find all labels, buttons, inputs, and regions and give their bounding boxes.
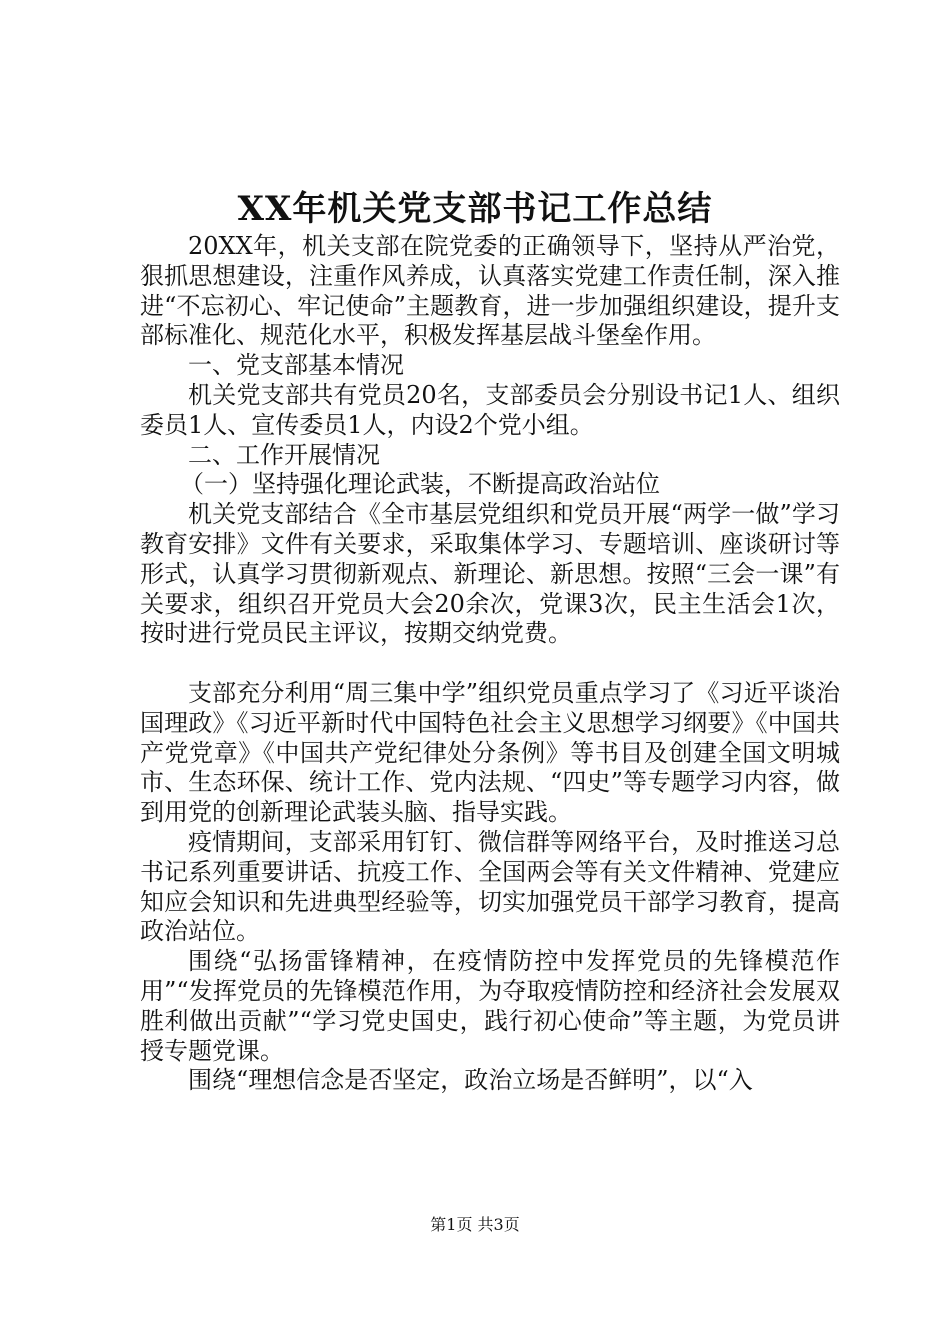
blank-line xyxy=(140,649,840,679)
epidemic-paragraph: 疫情期间，支部采用钉钉、微信群等网络平台，及时推送习总书记系列重要讲话、抗疫工作、全国两会等有关文件精神、党建应知应会知识和先进典型经验等，切实加强党员干部学习教育，提高政治站位。 xyxy=(140,827,840,946)
section-heading-work: 二、工作开展情况 xyxy=(188,440,380,469)
ideals-paragraph: 围绕“理想信念是否坚定，政治立场是否鲜明”，以“入 xyxy=(188,1066,753,1095)
intro-paragraph: 20XX年，机关支部在院党委的正确领导下，坚持从严治党，狠抓思想建设，注重作风养成，认真落实党建工作责任制，深入推进“不忘初心、牢记使命”主题教育，进一步加强组织建设，提升支部标准化、规范化水平，积极发挥基层战斗堡垒作用。 xyxy=(140,232,840,350)
subsection-heading-theory: （一）坚持强化理论武装，不断提高政治站位 xyxy=(180,470,660,499)
basic-info-paragraph: 机关党支部共有党员20名，支部委员会分别设书记1人、组织委员1人、宣传委员1人，内设2个党小组。 xyxy=(140,380,840,439)
page-footer: 第1页 共3页 xyxy=(430,1215,520,1234)
party-lecture-paragraph: 围绕“弘扬雷锋精神，在疫情防控中发挥党员的先锋模范作用”“发挥党员的先锋模范作用，为夺取疫情防控和经济社会发展双胜利做出贡献”“学习党史国史，践行初心使命”等主题，为党员讲授专题党课。 xyxy=(140,947,840,1065)
theory-paragraph: 机关党支部结合《全市基层党组织和党员开展“两学一做”学习教育安排》文件有关要求，采取集体学习、专题培训、座谈研讨等形式，认真学习贯彻新观点、新理论、新思想。按照“三会一课”有关要求，组织召开党员大会20余次，党课3次，民主生活会1次，按时进行党员民主评议，按期交纳党费。 xyxy=(140,500,840,648)
document-title: XX年机关党支部书记工作总结 xyxy=(237,189,713,229)
document-body xyxy=(140,232,840,1096)
section-heading-basic-info: 一、党支部基本情况 xyxy=(188,351,404,380)
study-paragraph: 支部充分利用“周三集中学”组织党员重点学习了《习近平谈治国理政》《习近平新时代中国特色社会主义思想学习纲要》《中国共产党党章》《中国共产党纪律处分条例》等书目及创建全国文明城市、生态环保、统计工作、党内法规、“四史”等专题学习内容，做到用党的创新理论武装头脑、指导实践。 xyxy=(140,678,840,827)
